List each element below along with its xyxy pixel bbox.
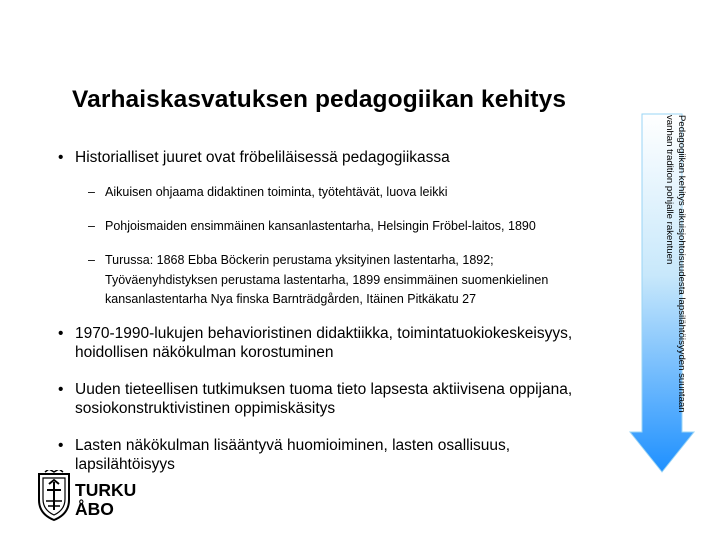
bullet-dot: • [58,324,64,342]
logo-text [75,481,136,519]
bullet-item [58,380,628,418]
bullet-dot: • [58,149,64,166]
sub-bullet-item [58,183,628,202]
bullet-text: Historialliset juuret ovat fröbeliläisessä pedagogiikassa [75,149,450,166]
sub-bullet-dash: – [88,185,95,199]
sub-bullet-text: Pohjoismaiden ensimmäinen kansanlastentarha, Helsingin Fröbel-laitos, 1890 [105,219,536,233]
sub-bullet-text: Aikuisen ohjaama didaktinen toiminta, työtehtävät, luova leikki [105,185,448,199]
sub-bullet-dash: – [88,253,95,267]
bullet-text: 1970-1990-lukujen behavioristinen didaktiikka, toimintatuokiokeskeisyys, hoidollisen näkökulman korostuminen [75,324,573,361]
bullet-dot: • [58,380,64,398]
sub-bullet-item [58,217,628,236]
bullet-dot: • [58,436,64,454]
sub-bullet-text: Turussa: 1868 Ebba Böckerin perustama yksityinen lastentarha, 1892; Työväenyhdistyksen perustama lastentarha, 1899 ensimmäinen suomenkielinen kansanlastentarha Nya finska Barnträdgården, Itäinen Pitkäkatu 27 [105,253,549,306]
bullet-item [58,324,628,362]
arrow-label-line1: Pedagogiikan kehitys aikuisjohtoisuudesta lapsilähtöisyyden suuntaan [676,115,687,413]
bullet-item [58,148,628,167]
bullet-item [58,436,628,474]
bullet-text: Uuden tieteellisen tutkimuksen tuoma tieto lapsesta aktiivisena oppijana, sosiokonstruktivistinen oppimiskäsitys [75,380,573,417]
sub-bullet-dash: – [88,219,95,233]
logo-line2: ÅBO [75,499,114,519]
slide-title: Varhaiskasvatuksen pedagogiikan kehitys [72,86,567,113]
logo-line1: TURKU [75,480,137,500]
arrow-label [663,115,687,455]
sub-bullet-item [58,251,628,310]
bullet-list [58,148,628,474]
bullet-text: Lasten näkökulman lisääntyvä huomioiminen, lasten osallisuus, lapsilähtöisyys [75,436,511,473]
arrow-label-line2: vanhan tradition pohjalle rakentuen [664,115,675,265]
